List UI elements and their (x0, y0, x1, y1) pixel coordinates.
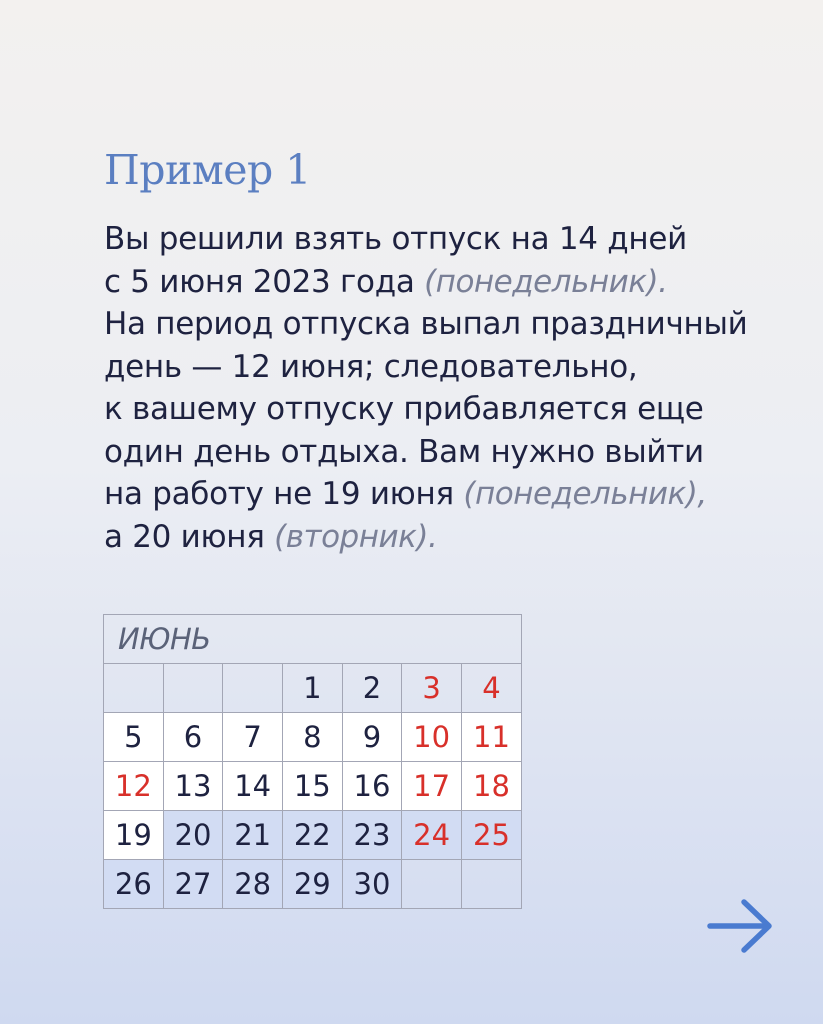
calendar-day (402, 860, 462, 909)
text-line: Вы решили взять отпуск на 14 дней (104, 221, 687, 257)
calendar-day (461, 860, 521, 909)
calendar-day: 27 (163, 860, 223, 909)
text-line: На период отпуска выпал праздничный (104, 306, 748, 342)
text-line (104, 473, 804, 516)
calendar-day: 22 (282, 811, 342, 860)
calendar-day (223, 664, 283, 713)
calendar-day-holiday: 4 (461, 664, 521, 713)
page-title: Пример 1 (104, 146, 311, 194)
text-line: к вашему отпуску прибавляется еще (104, 391, 704, 427)
arrow-right-icon[interactable] (706, 896, 774, 956)
calendar-day: 23 (342, 811, 402, 860)
calendar-day: 26 (104, 860, 164, 909)
weekday-note: (понедельник). (424, 263, 668, 300)
calendar-day: 16 (342, 762, 402, 811)
calendar-week-row (104, 811, 522, 860)
calendar-day: 13 (163, 762, 223, 811)
text-line: один день отдыха. Вам нужно выйти (104, 433, 704, 470)
calendar-header-row (104, 615, 522, 664)
calendar-day: 29 (282, 860, 342, 909)
calendar-day: 15 (282, 762, 342, 811)
calendar-day: 30 (342, 860, 402, 909)
calendar-day-holiday: 3 (402, 664, 462, 713)
calendar-month: ИЮНЬ (104, 615, 522, 664)
calendar-day: 1 (282, 664, 342, 713)
calendar-day: 28 (223, 860, 283, 909)
calendar-day (163, 664, 223, 713)
text-fragment: а 20 июня (104, 518, 275, 555)
text-line (104, 261, 804, 304)
calendar-day: 21 (223, 811, 283, 860)
calendar-day-holiday: 18 (461, 762, 521, 811)
calendar-day-holiday: 17 (402, 762, 462, 811)
calendar-day: 5 (104, 713, 164, 762)
calendar-day (104, 664, 164, 713)
calendar-week-row (104, 860, 522, 909)
calendar-day-holiday: 12 (104, 762, 164, 811)
calendar-day: 7 (223, 713, 283, 762)
weekday-note: (понедельник), (463, 476, 707, 512)
calendar-week-row (104, 664, 522, 713)
text-fragment: на работу не 19 июня (104, 476, 464, 512)
weekday-note: (вторник). (274, 518, 438, 555)
text-line (104, 516, 804, 559)
calendar-day: 20 (163, 811, 223, 860)
calendar-day: 9 (342, 713, 402, 762)
calendar-week-row (104, 713, 522, 762)
text-line: день — 12 июня; следовательно, (104, 348, 638, 385)
calendar-day-holiday: 25 (461, 811, 521, 860)
text-fragment: с 5 июня 2023 года (104, 263, 425, 300)
calendar-day: 2 (342, 664, 402, 713)
calendar-day-holiday: 10 (402, 713, 462, 762)
calendar-day: 14 (223, 762, 283, 811)
calendar-day-holiday: 24 (402, 811, 462, 860)
calendar-day: 19 (104, 811, 164, 860)
calendar-week-row (104, 762, 522, 811)
june-calendar (103, 614, 522, 909)
calendar-day: 6 (163, 713, 223, 762)
example-description (104, 218, 804, 558)
calendar-day-holiday: 11 (461, 713, 521, 762)
calendar-day: 8 (282, 713, 342, 762)
